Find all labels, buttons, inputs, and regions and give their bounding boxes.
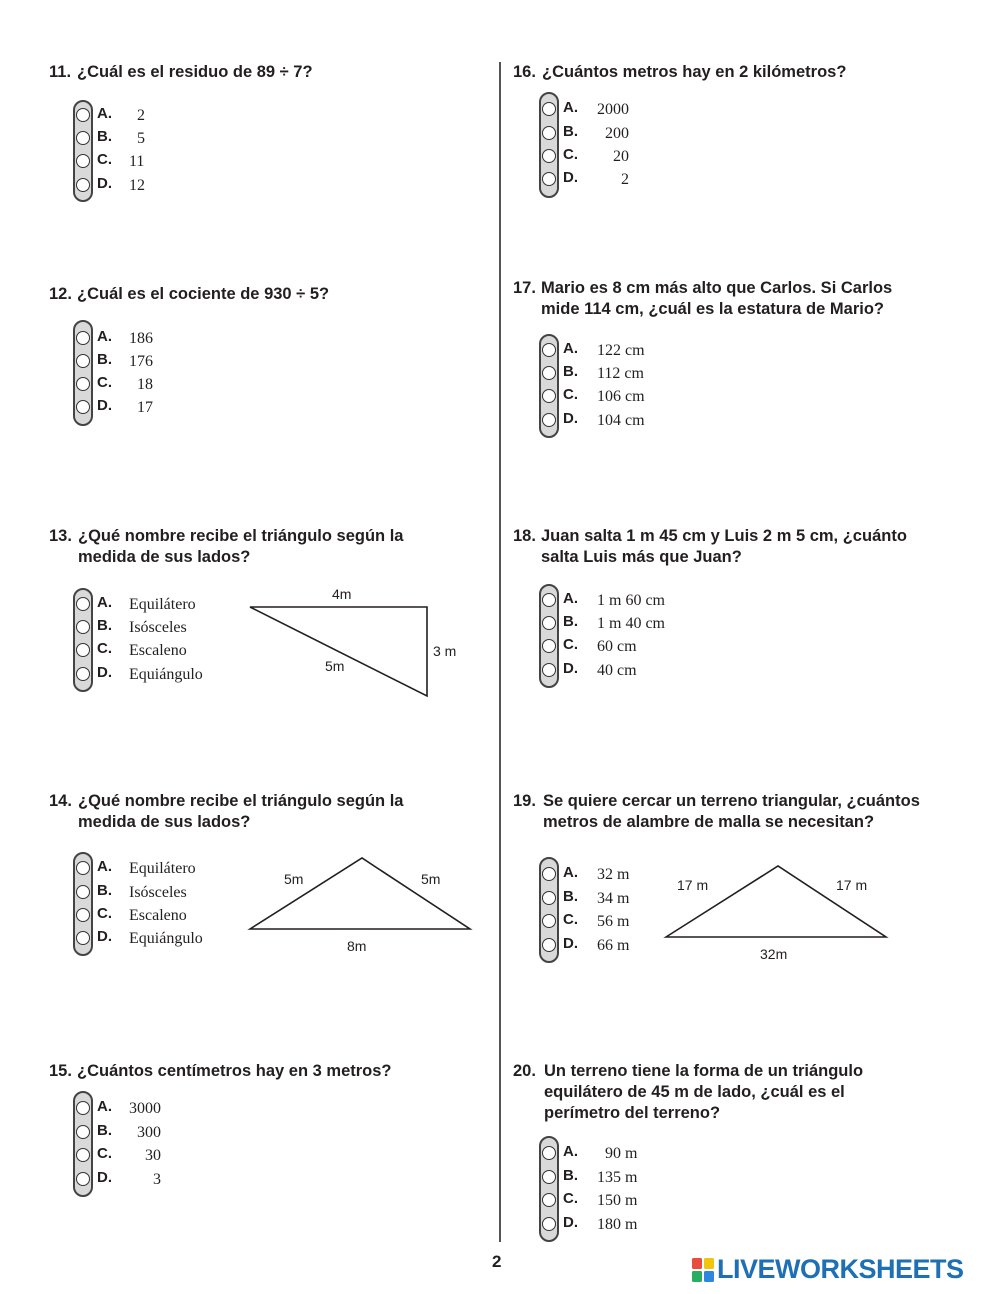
radio-bubble[interactable] [76, 667, 90, 681]
option-letter: B. [563, 123, 578, 140]
option-letter: A. [97, 858, 112, 875]
option-value: 200 [597, 125, 629, 142]
option-letter: B. [97, 1122, 112, 1139]
option-letter: C. [97, 905, 112, 922]
option-a[interactable] [539, 99, 759, 122]
option-b[interactable] [539, 363, 759, 386]
radio-bubble[interactable] [542, 593, 556, 607]
radio-bubble[interactable] [542, 126, 556, 140]
isosceles-triangle-figure [240, 850, 480, 960]
option-d[interactable] [73, 1169, 293, 1192]
option-letter: C. [97, 374, 112, 391]
option-letter: A. [97, 1098, 112, 1115]
question-text: ¿Qué nombre recibe el triángulo según la [78, 792, 404, 810]
option-c[interactable] [539, 146, 759, 169]
side-label-left: 17 m [677, 877, 709, 893]
option-letter: A. [97, 328, 112, 345]
option-b[interactable] [539, 123, 759, 146]
radio-bubble[interactable] [76, 377, 90, 391]
radio-bubble[interactable] [542, 1217, 556, 1231]
radio-bubble[interactable] [76, 1172, 90, 1186]
option-letter: A. [97, 594, 112, 611]
question-number: 16. [513, 63, 536, 81]
option-b[interactable] [73, 1122, 293, 1145]
radio-bubble[interactable] [542, 1193, 556, 1207]
option-value: 2000 [597, 101, 629, 118]
option-letter: C. [97, 151, 112, 168]
radio-bubble[interactable] [76, 1101, 90, 1115]
option-c[interactable] [539, 1190, 759, 1213]
option-d[interactable] [73, 397, 293, 420]
question-text: ¿Cuántos metros hay en 2 kilómetros? [542, 63, 847, 81]
side-label-left: 5m [284, 871, 304, 887]
question-number: 15. [49, 1062, 72, 1080]
option-letter: D. [97, 175, 112, 192]
radio-bubble[interactable] [542, 663, 556, 677]
question-number: 14. [49, 792, 72, 810]
logo-text: LIVEWORKSHEETS [717, 1254, 964, 1284]
option-letter: C. [97, 1145, 112, 1162]
question-number: 18. [513, 527, 536, 545]
option-letter: D. [563, 935, 578, 952]
option-letter: B. [97, 882, 112, 899]
radio-bubble[interactable] [76, 931, 90, 945]
question-text: Mario es 8 cm más alto que Carlos. Si Carlos [541, 279, 893, 297]
option-letter: B. [97, 351, 112, 368]
option-value: 122 cm [597, 342, 645, 359]
option-value: 90 m [597, 1145, 638, 1162]
option-letter: A. [563, 99, 578, 116]
option-value: 30 [129, 1147, 161, 1164]
question-number: 13. [49, 527, 72, 545]
option-value: 180 m [597, 1216, 638, 1233]
option-value: 12 [129, 177, 145, 194]
radio-bubble[interactable] [76, 354, 90, 368]
option-letter: D. [563, 410, 578, 427]
radio-bubble[interactable] [76, 861, 90, 875]
option-value: 2 [597, 171, 629, 188]
option-letter: B. [97, 128, 112, 145]
option-c[interactable] [73, 374, 293, 397]
question-text: ¿Qué nombre recibe el triángulo según la [78, 527, 404, 545]
option-letter: B. [563, 1167, 578, 1184]
option-value: 17 [129, 399, 153, 416]
option-d[interactable] [539, 169, 759, 192]
option-letter: D. [97, 1169, 112, 1186]
option-value: 60 cm [597, 638, 637, 655]
radio-bubble[interactable] [76, 331, 90, 345]
question-number: 11. [49, 63, 72, 81]
side-label-right: 5m [421, 871, 441, 887]
option-b[interactable] [73, 351, 293, 374]
land-triangle-figure [656, 858, 896, 970]
column-divider [499, 62, 501, 1242]
option-c[interactable] [73, 151, 293, 174]
option-a[interactable] [539, 590, 759, 613]
option-value: Equiángulo [129, 666, 203, 683]
radio-bubble[interactable] [542, 914, 556, 928]
side-label-right: 3 m [433, 643, 457, 659]
option-value: Isósceles [129, 884, 187, 901]
radio-bubble[interactable] [76, 400, 90, 414]
option-letter: B. [563, 613, 578, 630]
option-value: 1 m 40 cm [597, 615, 665, 632]
option-b[interactable] [539, 613, 759, 636]
option-value: 106 cm [597, 388, 645, 405]
question-text: medida de sus lados? [78, 548, 251, 566]
option-a[interactable] [73, 105, 293, 128]
question-number: 19. [513, 792, 536, 810]
option-letter: D. [563, 1214, 578, 1231]
option-letter: A. [563, 340, 578, 357]
option-value: 300 [129, 1124, 161, 1141]
option-value: 20 [597, 148, 629, 165]
option-a[interactable] [539, 1143, 759, 1166]
radio-bubble[interactable] [542, 366, 556, 380]
option-c[interactable] [539, 636, 759, 659]
radio-bubble[interactable] [542, 343, 556, 357]
radio-bubble[interactable] [76, 620, 90, 634]
option-c[interactable] [73, 1145, 293, 1168]
logo-tile [692, 1271, 702, 1282]
option-value: 150 m [597, 1192, 638, 1209]
radio-bubble[interactable] [76, 178, 90, 192]
option-a[interactable] [73, 1098, 293, 1121]
question-number: 12. [49, 285, 72, 303]
logo-grid-icon [692, 1258, 714, 1282]
option-letter: C. [563, 911, 578, 928]
option-value: 40 cm [597, 662, 637, 679]
option-value: 104 cm [597, 412, 645, 429]
right-triangle-figure [240, 580, 470, 705]
option-value: 112 cm [597, 365, 644, 382]
radio-bubble[interactable] [76, 108, 90, 122]
question-text: Se quiere cercar un terreno triangular, ¿cuántos [543, 792, 920, 810]
radio-bubble[interactable] [542, 616, 556, 630]
option-value: 1 m 60 cm [597, 592, 665, 609]
option-value: 135 m [597, 1169, 638, 1186]
option-letter: D. [97, 928, 112, 945]
radio-bubble[interactable] [76, 1148, 90, 1162]
option-letter: C. [563, 636, 578, 653]
option-value: 186 [129, 330, 153, 347]
option-value: Equiángulo [129, 930, 203, 947]
question-number: 20. [513, 1062, 536, 1080]
question-text: ¿Cuántos centímetros hay en 3 metros? [77, 1062, 392, 1080]
option-letter: C. [97, 640, 112, 657]
option-value: 32 m [597, 866, 630, 883]
option-letter: A. [97, 105, 112, 122]
option-value: Equilátero [129, 860, 196, 877]
question-text: Juan salta 1 m 45 cm y Luis 2 m 5 cm, ¿cuánto [541, 527, 907, 545]
option-d[interactable] [539, 1214, 759, 1237]
triangle-shape [250, 858, 470, 929]
option-value: Escaleno [129, 642, 187, 659]
radio-bubble[interactable] [76, 1125, 90, 1139]
question-text: salta Luis más que Juan? [541, 548, 742, 566]
radio-bubble[interactable] [542, 1170, 556, 1184]
option-a[interactable] [73, 328, 293, 351]
option-letter: C. [563, 1190, 578, 1207]
option-letter: C. [563, 386, 578, 403]
option-letter: B. [563, 888, 578, 905]
option-d[interactable] [539, 660, 759, 683]
option-d[interactable] [539, 410, 759, 433]
option-value: Escaleno [129, 907, 187, 924]
option-a[interactable] [539, 340, 759, 363]
option-value: 5 [129, 130, 145, 147]
option-value: 34 m [597, 890, 630, 907]
radio-bubble[interactable] [542, 149, 556, 163]
option-value: 11 [129, 153, 145, 170]
radio-bubble[interactable] [542, 102, 556, 116]
option-letter: D. [97, 397, 112, 414]
radio-bubble[interactable] [76, 908, 90, 922]
option-value: 18 [129, 376, 153, 393]
radio-bubble[interactable] [542, 891, 556, 905]
option-b[interactable] [539, 1167, 759, 1190]
logo-tile [704, 1258, 714, 1269]
option-b[interactable] [73, 128, 293, 151]
option-value: 2 [129, 107, 145, 124]
side-label-base: 32m [760, 946, 788, 962]
option-value: 66 m [597, 937, 630, 954]
side-label-top: 4m [332, 586, 352, 602]
option-letter: A. [563, 590, 578, 607]
option-value: Equilátero [129, 596, 196, 613]
option-letter: B. [97, 617, 112, 634]
question-text: ¿Cuál es el residuo de 89 ÷ 7? [77, 63, 313, 81]
option-c[interactable] [539, 386, 759, 409]
option-value: 176 [129, 353, 153, 370]
option-letter: D. [563, 169, 578, 186]
radio-bubble[interactable] [76, 885, 90, 899]
radio-bubble[interactable] [76, 643, 90, 657]
question-text: metros de alambre de malla se necesitan? [543, 813, 875, 831]
question-text: Un terreno tiene la forma de un triángulo [544, 1062, 864, 1080]
radio-bubble[interactable] [76, 597, 90, 611]
page-number: 2 [492, 1252, 502, 1271]
question-text: ¿Cuál es el cociente de 930 ÷ 5? [77, 285, 330, 303]
radio-bubble[interactable] [542, 172, 556, 186]
logo-tile [704, 1271, 714, 1282]
option-letter: D. [563, 660, 578, 677]
radio-bubble[interactable] [76, 154, 90, 168]
side-label-base: 8m [347, 938, 367, 954]
option-d[interactable] [73, 175, 293, 198]
radio-bubble[interactable] [76, 131, 90, 145]
radio-bubble[interactable] [542, 389, 556, 403]
radio-bubble[interactable] [542, 413, 556, 427]
radio-bubble[interactable] [542, 1146, 556, 1160]
side-label-hypotenuse: 5m [325, 658, 345, 674]
question-text: perímetro del terreno? [544, 1104, 721, 1122]
option-letter: B. [563, 363, 578, 380]
option-letter: A. [563, 1143, 578, 1160]
question-text: medida de sus lados? [78, 813, 251, 831]
option-value: 3000 [129, 1100, 161, 1117]
logo-tile [692, 1258, 702, 1269]
radio-bubble[interactable] [542, 938, 556, 952]
option-letter: A. [563, 864, 578, 881]
triangle-shape [250, 607, 427, 696]
option-letter: C. [563, 146, 578, 163]
option-value: Isósceles [129, 619, 187, 636]
radio-bubble[interactable] [542, 867, 556, 881]
option-letter: D. [97, 664, 112, 681]
question-number: 17. [513, 279, 536, 297]
question-text: equilátero de 45 m de lado, ¿cuál es el [544, 1083, 845, 1101]
option-value: 3 [129, 1171, 161, 1188]
side-label-right: 17 m [836, 877, 868, 893]
option-value: 56 m [597, 913, 630, 930]
question-text: mide 114 cm, ¿cuál es la estatura de Mario? [541, 300, 884, 318]
radio-bubble[interactable] [542, 639, 556, 653]
